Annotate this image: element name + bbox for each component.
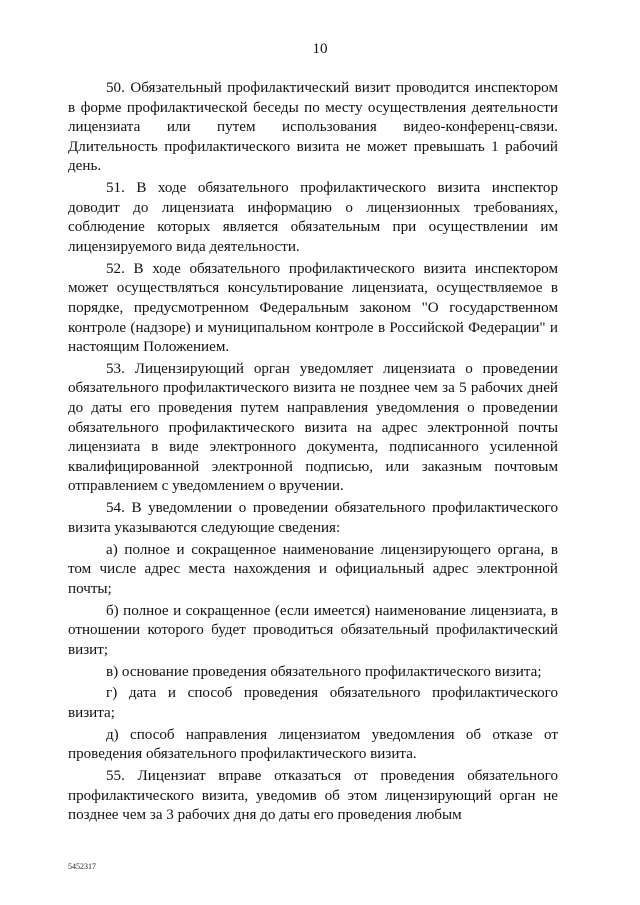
- paragraph-50: 50. Обязательный профилактический визит проводится инспектором в форме профилактической беседы по месту осуществления деятельности лицензиата или путем использования видео-конференц-связи. Длительность профилактического визита не может превышать 1 рабочий день.: [68, 80, 558, 175]
- document-code: 5452317: [68, 862, 96, 871]
- list-item-d: д) способ направления лицензиатом уведомления об отказе от проведения обязательного профилактического визита.: [68, 726, 558, 763]
- list-item-v: в) основание проведения обязательного профилактического визита;: [106, 663, 542, 680]
- paragraph-53: 53. Лицензирующий орган уведомляет лицензиата о проведении обязательного профилактического визита не позднее чем за 5 рабочих дней до даты его проведения путем направления уведомления о проведении обязательного профилактического визита на адрес электронной почты лицензиата в виде электронного документа, подписанного усиленной квалифицированной электронной подписью, или заказным почтовым отправлением с уведомлением о вручении.: [68, 360, 558, 495]
- paragraph-52: 52. В ходе обязательного профилактического визита инспектором может осуществляться консультирование лицензиата, осуществляемое в порядке, предусмотренном Федеральным законом "О государственном контроле (надзоре) и муниципальном контроле в Российской Федерации" и настоящим Положением.: [68, 260, 558, 356]
- paragraph-51: 51. В ходе обязательного профилактического визита инспектор доводит до лицензиата информацию о лицензионных требованиях, соблюдение которых является обязательным при осуществлении им лицензируемого вида деятельности.: [68, 180, 558, 255]
- document-body: [68, 79, 558, 828]
- paragraph-55: 55. Лицензиат вправе отказаться от проведения обязательного профилактического визита, уведомив об этом лицензирующий орган не позднее чем за 3 рабочих дня до даты его проведения любым: [68, 768, 558, 824]
- page-number: 10: [312, 41, 328, 57]
- paragraph-54: 54. В уведомлении о проведении обязательного профилактического визита указываются следующие сведения:: [68, 500, 558, 536]
- list-item-b: б) полное и сокращенное (если имеется) наименование лицензиата, в отношении которого будет проводиться обязательный профилактический визит;: [68, 602, 558, 658]
- list-item-g: г) дата и способ проведения обязательного профилактического визита;: [68, 685, 558, 721]
- list-item-a: а) полное и сокращенное наименование лицензирующего органа, в том числе адрес места нахождения и официальный адрес электронной почты;: [68, 541, 558, 597]
